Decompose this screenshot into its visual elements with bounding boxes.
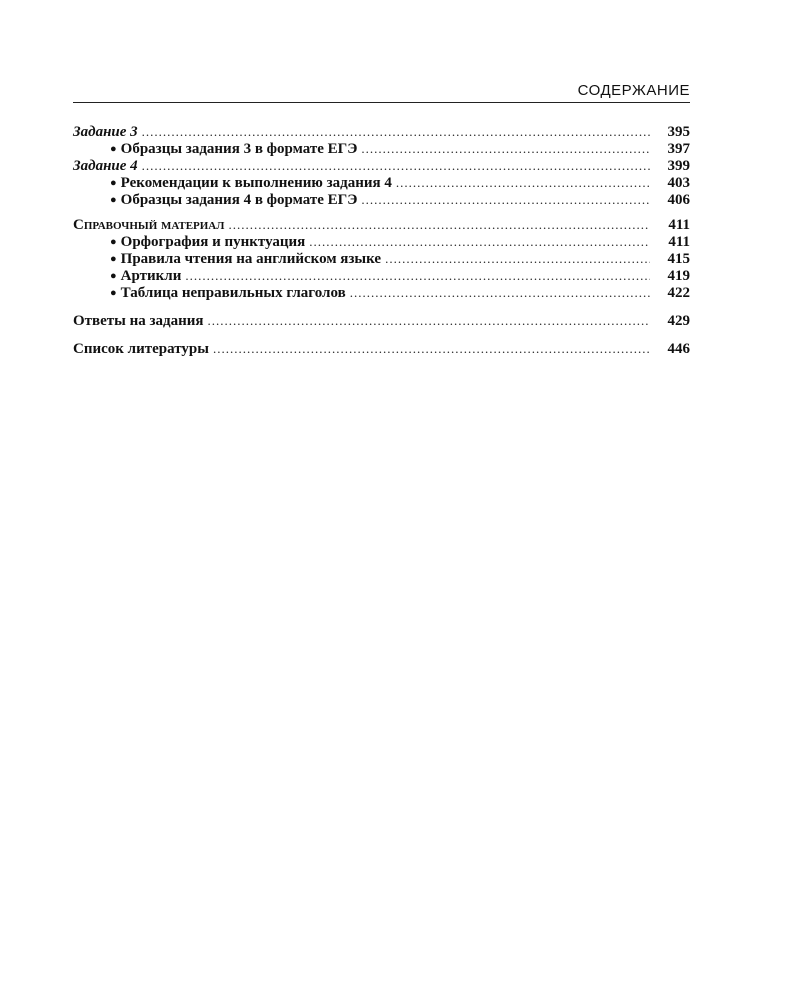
toc-page-number: 403 bbox=[667, 175, 690, 191]
leader-dots bbox=[350, 284, 650, 301]
toc-entry-title: Орфография и пунктуация bbox=[120, 234, 306, 250]
page-header bbox=[73, 82, 690, 103]
toc-entry-title: Образцы задания 4 в формате ЕГЭ bbox=[120, 192, 358, 208]
toc-subentry[interactable] bbox=[73, 250, 690, 267]
toc-entry-title: Образцы задания 3 в формате ЕГЭ bbox=[120, 141, 358, 157]
leader-dots bbox=[142, 157, 650, 174]
bullet-icon: ● bbox=[110, 253, 117, 265]
toc-entry-title: Задание 4 bbox=[73, 158, 138, 174]
bullet-icon: ● bbox=[110, 143, 117, 155]
leader-dots bbox=[361, 140, 650, 157]
leader-dots bbox=[213, 340, 650, 357]
toc-entry-title: Справочный материал bbox=[73, 217, 225, 233]
bullet-icon: ● bbox=[110, 236, 117, 248]
leader-dots bbox=[228, 216, 650, 233]
toc-page-number: 415 bbox=[667, 251, 690, 267]
toc-entry-title: Артикли bbox=[120, 268, 182, 284]
leader-dots bbox=[385, 250, 650, 267]
leader-dots bbox=[396, 174, 650, 191]
toc-subentry[interactable] bbox=[73, 233, 690, 250]
toc-page-number: 411 bbox=[668, 234, 690, 250]
bullet-icon: ● bbox=[110, 177, 117, 189]
toc-entry-title: Правила чтения на английском языке bbox=[120, 251, 382, 267]
leader-dots bbox=[309, 233, 650, 250]
toc-page-number: 395 bbox=[667, 124, 690, 140]
leader-dots bbox=[185, 267, 650, 284]
toc-entry-title: Таблица неправильных глаголов bbox=[120, 285, 346, 301]
toc-entry[interactable] bbox=[73, 123, 690, 140]
bullet-icon: ● bbox=[110, 270, 117, 282]
toc-page-number: 406 bbox=[667, 192, 690, 208]
toc-subentry[interactable] bbox=[73, 284, 690, 301]
toc-page-number: 446 bbox=[667, 341, 690, 357]
leader-dots bbox=[208, 312, 650, 329]
toc-subentry[interactable] bbox=[73, 267, 690, 284]
toc-page-number: 429 bbox=[667, 313, 690, 329]
toc-subentry[interactable] bbox=[73, 140, 690, 157]
toc-entry[interactable] bbox=[73, 340, 690, 357]
toc-page-number: 422 bbox=[667, 285, 690, 301]
toc-entry[interactable] bbox=[73, 312, 690, 329]
toc-subentry[interactable] bbox=[73, 191, 690, 208]
toc-page-number: 399 bbox=[667, 158, 690, 174]
table-of-contents bbox=[73, 123, 690, 357]
toc-entry-title: Список литературы bbox=[73, 341, 209, 357]
bullet-icon: ● bbox=[110, 194, 117, 206]
toc-page-number: 397 bbox=[667, 141, 690, 157]
leader-dots bbox=[361, 191, 650, 208]
running-head-title: СОДЕРЖАНИЕ bbox=[577, 82, 690, 99]
bullet-icon: ● bbox=[110, 287, 117, 299]
toc-entry-title: Рекомендации к выполнению задания 4 bbox=[120, 175, 392, 191]
leader-dots bbox=[142, 123, 650, 140]
toc-entry-title: Задание 3 bbox=[73, 124, 138, 140]
toc-page-number: 411 bbox=[668, 217, 690, 233]
toc-subentry[interactable] bbox=[73, 174, 690, 191]
toc-entry-title: Ответы на задания bbox=[73, 313, 204, 329]
toc-page-number: 419 bbox=[667, 268, 690, 284]
toc-entry[interactable] bbox=[73, 157, 690, 174]
toc-entry[interactable] bbox=[73, 216, 690, 233]
